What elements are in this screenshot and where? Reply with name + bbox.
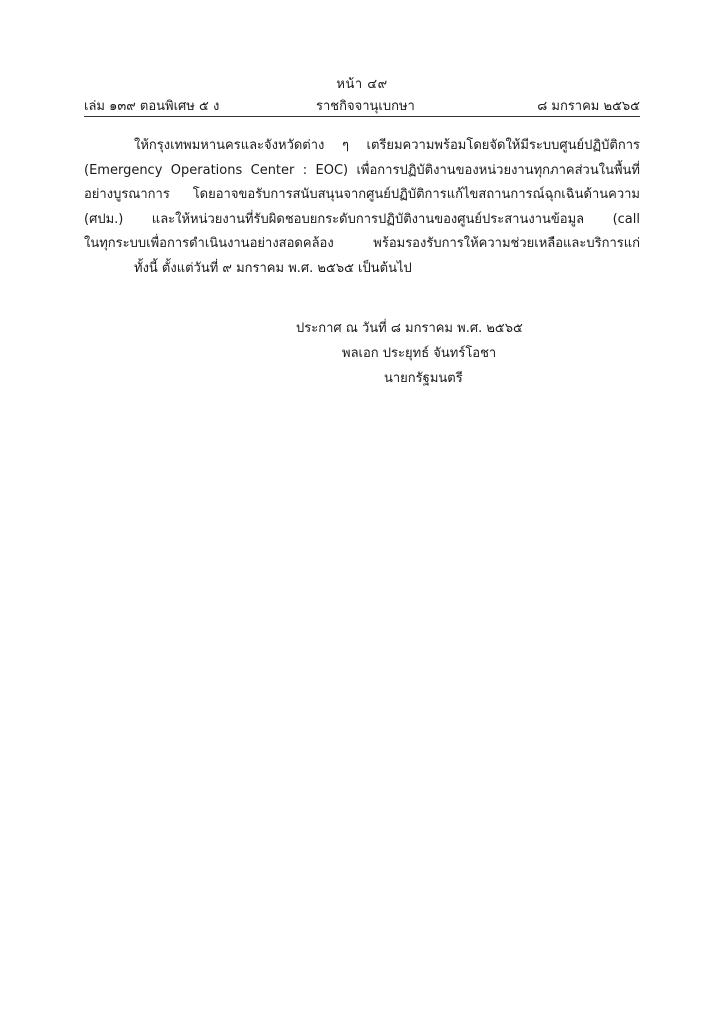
- signatory-name: พลเอก ประยุทธ์ จันทร์โอชา: [342, 346, 497, 361]
- publication-name: ราชกิจจานุเบกษา: [316, 99, 415, 114]
- page-number: หน้า ๔๙: [336, 77, 388, 92]
- announcement-date: ประกาศ ณ วันที่ ๘ มกราคม พ.ศ. ๒๕๖๕: [296, 321, 523, 336]
- gazette-header: [84, 95, 640, 113]
- body-line: อย่างบูรณาการ โดยอาจขอรับการสนับสนุนจากศูนย์ปฏิบัติการแก้ไขสถานการณ์ฉุกเฉินด้านความ: [84, 187, 640, 203]
- announcement-body: [84, 134, 640, 282]
- volume-issue: เล่ม ๑๓๙ ตอนพิเศษ ๕ ง: [84, 99, 220, 114]
- body-line: (Emergency Operations Center : EOC) เพื่อการปฏิบัติงานของหน่วยงานทุกภาคส่วนในพื้นที่: [84, 162, 640, 178]
- body-line: (ศปม.) และให้หน่วยงานที่รับผิดชอบยกระดับการปฏิบัติงานของศูนย์ประสานงานข้อมูล (call: [84, 211, 640, 227]
- body-line: ให้กรุงเทพมหานครและจังหวัดต่าง ๆ เตรียมความพร้อมโดยจัดให้มีระบบศูนย์ปฏิบัติการ: [134, 138, 640, 153]
- signatory-title: นายกรัฐมนตรี: [384, 371, 463, 386]
- body-line: ทั้งนี้ ตั้งแต่วันที่ ๙ มกราคม พ.ศ. ๒๕๖๕ เป็นต้นไป: [134, 260, 412, 276]
- header-divider: [84, 116, 640, 117]
- publication-date: ๘ มกราคม ๒๕๖๕: [537, 99, 640, 114]
- body-line: ในทุกระบบเพื่อการดำเนินงานอย่างสอดคล้อง พร้อมรองรับการให้ความช่วยเหลือและบริการแก่: [84, 236, 640, 252]
